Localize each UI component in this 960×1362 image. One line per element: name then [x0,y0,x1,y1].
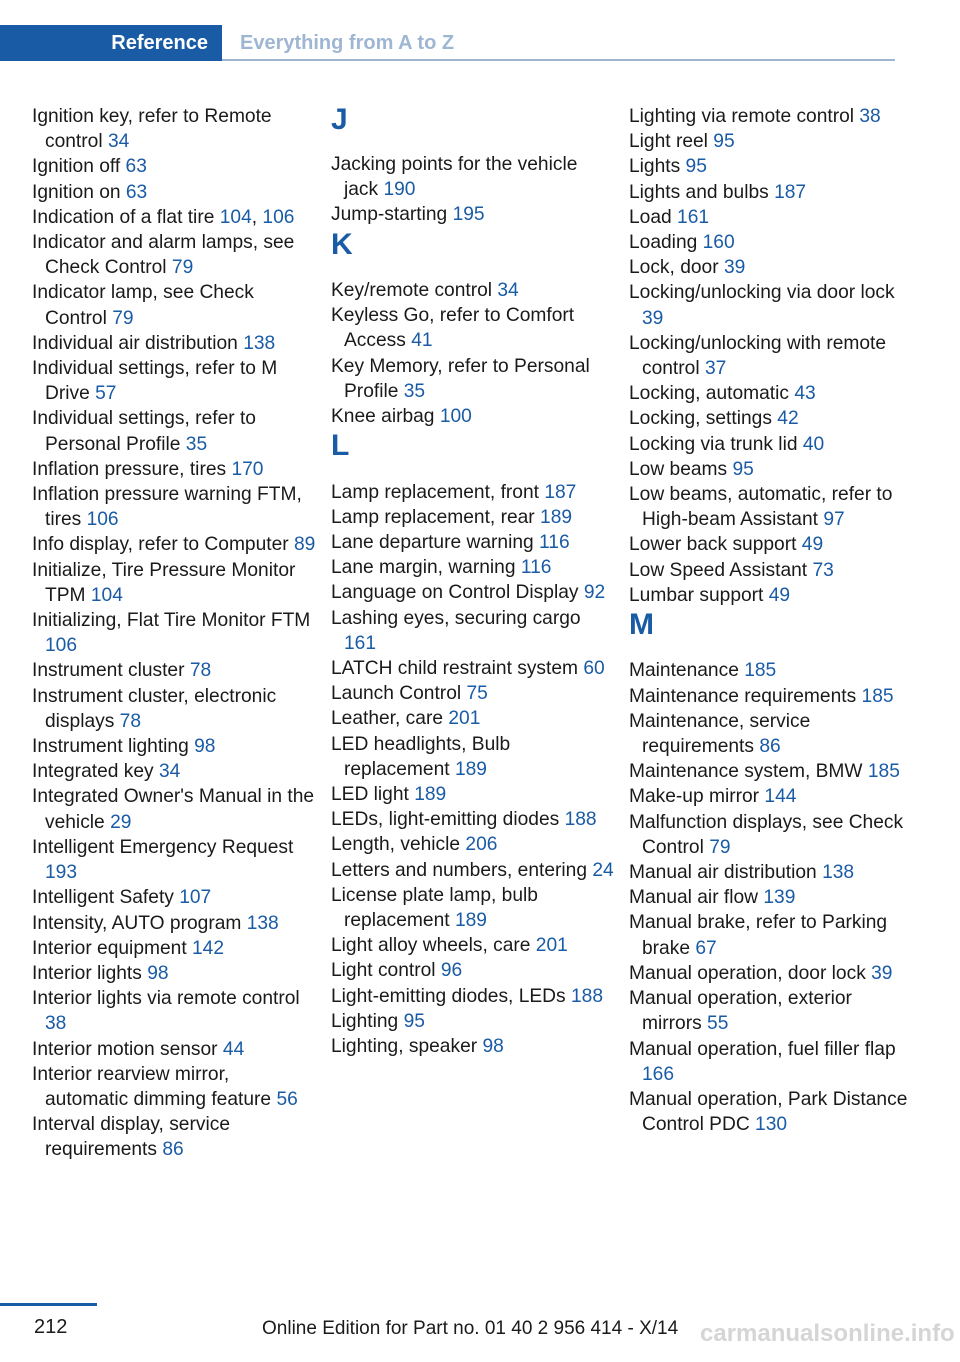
page-link[interactable]: 38 [45,1013,67,1035]
page-link[interactable]: 185 [867,761,900,783]
index-entry [331,832,616,857]
page-link[interactable]: 73 [812,559,834,581]
page-link[interactable]: 60 [583,658,605,680]
edition-note: Online Edition for Part no. 01 40 2 956 414 - X/14 [262,1318,679,1339]
index-entry-text: Individual air distribution [32,332,238,354]
page-link[interactable]: 106 [262,206,295,228]
page-link[interactable]: 49 [768,584,791,606]
index-entry-text: Lane departure warning [331,532,534,554]
page-link[interactable]: 95 [403,1010,425,1032]
page-link[interactable]: 185 [744,660,777,682]
page-link[interactable]: 106 [86,509,119,531]
footer-divider [0,1303,97,1306]
index-entry [32,532,317,557]
index-entry [32,961,317,986]
index-entry-text: Manual operation, exterior mirrors [629,988,852,1035]
page-header [0,25,895,61]
index-entry [331,858,616,883]
page-link[interactable]: 189 [540,506,573,528]
page-link[interactable]: 139 [763,887,796,909]
page-link[interactable]: 193 [45,862,78,884]
index-column-3 [629,104,914,1137]
index-entry-text: Initializing, Flat Tire Monitor FTM [32,610,311,632]
page-link[interactable]: 35 [403,380,426,402]
index-entry-text: Instrument cluster, electronic displays [32,685,277,732]
index-entry [331,555,616,580]
index-entry-text: Individual settings, refer to Personal Profile [32,408,256,455]
page-link[interactable]: 79 [709,836,731,858]
index-entry [331,480,616,505]
index-entry-text: Launch Control [331,683,462,705]
index-entry [32,406,317,456]
index-entry-text: Key Memory, refer to Personal Profile [331,355,590,402]
index-entry-text: LATCH child restraint system [331,658,579,680]
index-entry [32,482,317,532]
page-link[interactable]: 189 [454,758,487,780]
index-entry-text: Lane margin, warning [331,557,516,579]
index-entry-text: Intensity, AUTO program [32,912,242,934]
page-link[interactable]: 86 [759,736,781,758]
index-entry-text: Indicator lamp, see Check Control [32,282,254,329]
index-letter-heading: K [331,227,353,261]
index-entry-text: Maintenance system, BMW [629,761,863,783]
page-link[interactable]: 56 [276,1088,298,1110]
index-entry [32,658,317,683]
index-entry [331,606,616,656]
index-letter-heading: L [331,429,350,463]
header-divider [222,59,895,61]
index-entry-text: Instrument lighting [32,736,189,758]
index-entry-text: Interval display, service requirements [32,1114,230,1161]
page-link[interactable]: 144 [764,786,797,808]
index-entry [32,1037,317,1062]
index-entry-text: Jump-starting [331,204,448,226]
index-entry-text: Lighting [331,1010,399,1032]
index-entry-text: Keyless Go, refer to Comfort Access [331,305,575,352]
index-entry-text: Light reel [629,131,708,153]
index-entry [629,230,914,255]
index-entry-text: Lock, door [629,257,719,279]
index-entry [629,205,914,230]
index-entry [331,530,616,555]
index-entry-text: Light-emitting diodes, LEDs [331,985,566,1007]
index-entry-text: Locking, settings [629,408,772,430]
page-link[interactable]: 161 [677,206,710,228]
page-link[interactable]: 189 [414,784,447,806]
index-entry [331,202,616,227]
index-entry [629,784,914,809]
index-entry [629,180,914,205]
index-entry [629,658,914,683]
index-entry-text: Intelligent Safety [32,887,174,909]
index-entry [32,154,317,179]
index-entry [32,734,317,759]
index-entry-text: LEDs, light-emitting diodes [331,809,560,831]
index-entry [331,580,616,605]
index-entry-text: Letters and numbers, entering [331,859,587,881]
page-link[interactable]: 95 [685,156,707,178]
index-entry-text: Manual air flow [629,887,759,909]
index-entry [629,457,914,482]
page-link[interactable]: 67 [695,937,717,959]
page-link[interactable]: 201 [535,935,568,957]
page-link[interactable]: 75 [466,683,488,705]
page-link[interactable]: 97 [823,509,845,531]
index-entry-text: Manual operation, door lock [629,962,866,984]
page-link[interactable]: 86 [162,1139,184,1161]
index-entry-text: Light alloy wheels, care [331,935,531,957]
page-link[interactable]: 104 [219,206,252,228]
index-entry [629,1087,914,1137]
index-entry-text: Interior equipment [32,937,187,959]
index-entry [331,706,616,731]
index-entry [331,278,616,303]
index-entry [629,759,914,784]
index-entry [629,986,914,1036]
index-entry [629,104,914,129]
page-link[interactable]: 106 [45,635,78,657]
page-link[interactable]: 41 [411,330,433,352]
index-entry-text: LED light [331,784,409,806]
index-entry-text: Low Speed Assistant [629,559,808,581]
index-entry [629,154,914,179]
index-entry [629,558,914,583]
index-entry [32,1062,317,1112]
page-link[interactable]: 185 [861,685,894,707]
index-entry-text: Loading [629,232,698,254]
page-link[interactable]: 107 [179,887,212,909]
page-link[interactable]: 63 [125,156,147,178]
index-column-1 [32,104,317,1163]
page-link[interactable]: 34 [107,131,130,153]
index-entry [331,933,616,958]
index-entry [629,810,914,860]
index-entry-text: Manual operation, fuel filler flap [629,1038,896,1060]
index-entry-text: Lower back support [629,534,797,556]
index-entry [32,684,317,734]
index-entry [629,684,914,709]
page-link[interactable]: 98 [194,736,216,758]
index-entry [629,532,914,557]
index-entry-text: Inflation pressure warning FTM, tires [32,484,302,531]
index-entry [331,807,616,832]
index-entry [32,759,317,784]
page-link[interactable]: 44 [222,1038,245,1060]
page-link[interactable]: 98 [147,962,169,984]
index-entry [629,583,914,608]
index-entry-text: Maintenance [629,660,739,682]
page-link[interactable]: 160 [702,232,735,254]
page-link[interactable]: 138 [822,862,855,884]
index-entry [331,984,616,1009]
page-link[interactable]: 89 [294,534,316,556]
page-link[interactable]: 35 [185,433,208,455]
page-link[interactable]: 78 [189,660,212,682]
page-link[interactable]: 43 [794,383,816,405]
page-link[interactable]: 190 [383,179,416,201]
page-link[interactable]: 116 [539,532,570,554]
index-entry-text: Light control [331,960,436,982]
index-entry [331,883,616,933]
page-link[interactable]: 96 [440,960,463,982]
index-entry-text: License plate lamp, bulb replacement [331,884,538,932]
index-entry-text: Interior rearview mirror, automatic dimming feature [32,1063,272,1110]
index-entry [32,356,317,406]
page-link[interactable]: 39 [871,962,893,984]
index-entry [629,255,914,280]
page-link[interactable]: 195 [452,204,485,226]
index-entry-text: Initialize, Tire Pressure Monitor TPM [32,559,296,606]
index-entry-text: Manual air distribution [629,862,817,884]
index-entry-text: Key/remote control [331,280,493,301]
index-entry [32,331,317,356]
index-entry [629,885,914,910]
page-link[interactable]: 92 [583,582,606,604]
index-entry [32,104,317,154]
index-entry-text: Info display, refer to Computer [32,534,289,556]
index-entry-text: Interior motion sensor [32,1038,218,1060]
page-link[interactable]: 42 [777,408,799,430]
section-tab[interactable]: Reference [0,25,222,61]
index-entry-text: Malfunction displays, see Check Control [629,811,904,858]
page-link[interactable]: 95 [732,458,754,480]
index-entry-text: Lighting via remote control [629,106,855,127]
index-entry-text: Ignition key, refer to Remote control [32,106,272,153]
page-link[interactable]: 38 [859,106,881,127]
index-entry-text: Integrated key [32,761,154,783]
index-entry [32,280,317,330]
index-entry-text: Manual operation, Park Distance Control PDC [629,1088,908,1136]
index-entry [32,180,317,205]
index-entry [32,986,317,1036]
index-entry [331,732,616,782]
index-entry-text: LED headlights, Bulb replacement [331,733,511,780]
page-link[interactable]: 39 [642,307,664,329]
index-entry-text: Lamp replacement, front [331,481,539,503]
page-link[interactable]: 201 [448,708,481,730]
index-entry [629,860,914,885]
page-link[interactable]: 24 [592,859,614,881]
index-entry-text: Locking, automatic [629,383,789,405]
index-entry-text: Intelligent Emergency Request [32,836,294,858]
index-entry-text: Integrated Owner's Manual in the vehicle [32,786,315,833]
index-entry-text: Load [629,206,672,228]
index-entry-text: Lashing eyes, securing cargo [331,607,581,629]
index-entry-text: Indication of a flat tire [32,206,215,228]
index-entry-text: Inflation pressure, tires [32,458,227,480]
index-entry-text: Manual brake, refer to Parking brake [629,912,888,959]
index-entry-text: Low beams, automatic, refer to High-beam Assistant [629,484,893,531]
index-entry-text: Maintenance, service requirements [629,710,811,758]
index-entry [331,1009,616,1034]
index-entry-text: Ignition on [32,181,121,203]
page-link[interactable]: 29 [110,811,132,833]
page-link[interactable]: 130 [755,1114,788,1136]
page-link[interactable]: 188 [570,985,603,1007]
index-entry-text: Language on Control Display [331,582,579,604]
index-entry [629,961,914,986]
page-link[interactable]: 187 [774,181,807,203]
index-entry-text: Lights [629,156,681,178]
index-entry [32,784,317,834]
index-letter-heading: M [629,608,654,642]
index-entry [629,406,914,431]
section-title: Everything from A to Z [240,32,455,54]
index-entry-text: Length, vehicle [331,834,461,856]
index-entry [32,230,317,280]
index-entry [331,782,616,807]
index-column-2 [331,104,616,1059]
page-link[interactable]: 49 [801,534,824,556]
index-entry-text: Lighting, speaker [331,1036,478,1058]
page-link[interactable]: 138 [243,332,276,354]
index-entry: Indication of a flat tire 104, 106 [32,206,295,228]
index-entry-text: Jacking points for the vehicle jack [331,154,578,201]
index-entry [32,885,317,910]
page-link[interactable]: 79 [171,257,194,279]
page-link[interactable]: 161 [344,632,377,654]
index-entry-text: Locking via trunk lid [629,433,798,455]
index-entry-text: Low beams [629,458,728,480]
index-entry [629,432,914,457]
index-entry [629,910,914,960]
index-entry [331,505,616,530]
index-entry [331,681,616,706]
page-link[interactable]: 188 [564,809,597,831]
page-link[interactable]: 166 [642,1063,675,1085]
index-entry-text: Lumbar support [629,584,764,606]
index-entry-text: Locking/unlocking with remote control [629,332,887,380]
index-entry-text: Maintenance requirements [629,685,857,707]
page-link[interactable]: 138 [246,912,279,934]
index-entry [32,457,317,482]
index-entry [629,280,914,330]
index-entry [32,558,317,608]
index-entry [32,936,317,961]
index-entry [331,404,616,429]
index-entry-text: Interior lights via remote control [32,988,300,1010]
page-link[interactable]: 34 [497,280,519,301]
index-entry-text: Lights and bulbs [629,181,769,203]
page-link[interactable]: 95 [713,131,735,153]
index-entry-text: Individual settings, refer to M Drive [32,358,278,405]
index-entry-text: Instrument cluster [32,660,185,682]
index-entry [32,835,317,885]
index-entry [331,656,616,681]
index-entry-text: Leather, care [331,708,444,730]
page-link[interactable]: 142 [192,937,225,959]
index-entry [629,129,914,154]
index-entry [331,958,616,983]
index-entry-text: Knee airbag [331,406,435,428]
index-entry [629,1037,914,1087]
index-entry-text: Make-up mirror [629,786,760,808]
index-entry [331,1034,616,1059]
page-link[interactable]: 98 [482,1036,504,1058]
page-link[interactable]: 206 [465,834,498,856]
page-link[interactable]: 34 [158,761,181,783]
index-entry-text: Locking/unlocking via door lock [629,282,895,304]
index-letter-heading: J [331,103,348,136]
index-entry [629,482,914,532]
index-entry [331,152,616,202]
index-entry-text: Lamp replacement, rear [331,506,535,528]
page-link[interactable]: 187 [544,481,577,503]
page-link[interactable]: 104 [90,584,123,606]
index-entry [331,303,616,353]
index-entry [32,911,317,936]
page-link[interactable]: 63 [125,181,148,203]
page-link[interactable]: 40 [802,433,825,455]
index-entry-text: Ignition off [32,156,121,178]
index-entry-text: Indicator and alarm lamps, see Check Control [32,232,295,279]
page-link[interactable]: 57 [95,383,117,405]
page-link[interactable]: 189 [454,910,487,932]
page-link[interactable]: 79 [112,307,134,329]
page-link[interactable]: 170 [231,458,264,480]
watermark: carmanualsonline.info [700,1320,955,1347]
index-entry-text: Interior lights [32,962,142,984]
page-link[interactable]: 37 [704,358,727,380]
page-link[interactable]: 39 [723,257,746,279]
page-number: 212 [34,1316,68,1338]
index-entry [629,709,914,759]
page-link[interactable]: 116 [520,557,552,579]
index-entry [331,354,616,404]
page-link[interactable]: 78 [119,710,142,732]
index-entry [629,331,914,381]
page-link[interactable]: 55 [707,1013,729,1035]
index-entry [32,1112,317,1162]
page-link[interactable]: 100 [439,406,472,428]
index-entry [32,608,317,658]
index-entry [629,381,914,406]
